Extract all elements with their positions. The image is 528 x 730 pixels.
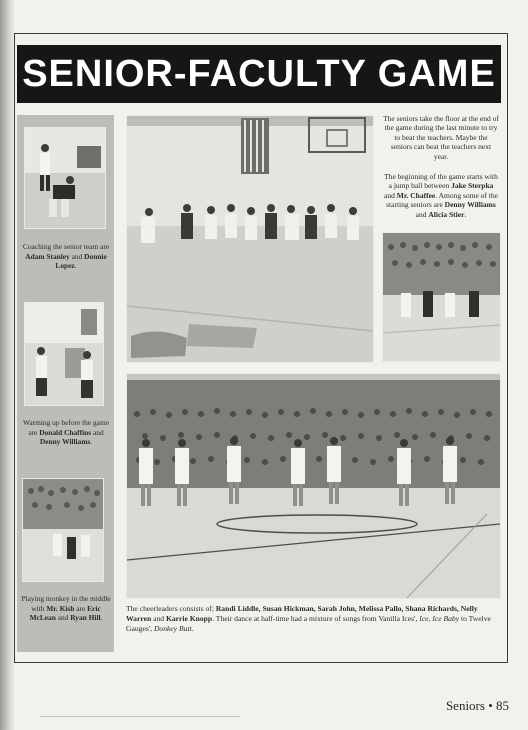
person-name: Eric McLean (29, 603, 101, 623)
caption-seniors-end (383, 114, 499, 161)
person-names: Randi Liddle, Susan Hickman, Sarah John, Melissa Pallo, Shana Richards, Nelly Warren (126, 604, 478, 623)
person-name: Alicia Stier (428, 209, 465, 219)
caption-text: and (415, 209, 429, 219)
page-title: SENIOR-FACULTY GAME (22, 52, 496, 95)
caption-text: Playing monkey in the middle with (21, 594, 111, 613)
caption-text: . (191, 624, 194, 633)
person-name: Mr. Chaffee (396, 190, 436, 200)
caption-text: . (74, 261, 77, 271)
person-name: Adam Stanley (25, 251, 70, 261)
caption-text: and (384, 190, 397, 200)
caption-text: Coaching the senior team are (22, 242, 110, 251)
caption-monkey (20, 594, 112, 623)
caption-text: are (74, 603, 88, 613)
caption-text: The seniors take the floor at the end of the game during the last minute to try to beat the teachers. Maybe the seniors can beat the teachers next year. (383, 114, 499, 161)
caption-text: . Their dance at half-time had a mixture of songs from Vanilla Ices', (212, 614, 420, 623)
caption-text: . (100, 613, 103, 623)
photo-warming-up (24, 302, 104, 406)
caption-text: . Among some of the starting seniors are (386, 190, 498, 210)
person-name: Denny Williams (39, 437, 91, 447)
caption-jump-ball (383, 172, 499, 219)
photo-monkey-in-middle (22, 478, 104, 582)
caption-text: Warming up before the game are (22, 418, 109, 437)
page-binding-shadow (0, 0, 14, 730)
photo-cheerleaders (126, 373, 501, 599)
person-name: Donnie Lopez (55, 251, 107, 271)
page-number: 85 (496, 698, 509, 713)
caption-text: and (151, 614, 166, 623)
caption-text: and (55, 613, 71, 623)
section-name: Seniors (445, 698, 485, 713)
page-footer (446, 698, 509, 714)
caption-text: . (90, 437, 93, 447)
caption-cheerleaders (126, 604, 498, 634)
photo-coaching (24, 127, 106, 229)
caption-text: The beginning of the game starts with a jump ball between (384, 172, 498, 191)
footer-bullet: • (488, 698, 493, 713)
caption-text: and (69, 251, 85, 261)
caption-warming-up (20, 418, 112, 447)
photo-crowd-game (382, 232, 501, 362)
person-name: Mr. Kish (46, 603, 75, 613)
song-title: Donkey Butt (153, 624, 192, 633)
song-title: Ice, Ice Baby (419, 614, 460, 623)
person-name: Donald Chaffins (39, 427, 92, 437)
paper-crease (40, 716, 240, 717)
person-name: Ryan Hill (70, 613, 101, 623)
person-name: Denny Williams (444, 200, 496, 210)
caption-coaching (20, 242, 112, 271)
person-name: Karrie Knopp (165, 614, 213, 623)
caption-text: to Twelve Gauges', (126, 614, 491, 633)
title-banner (17, 45, 501, 103)
caption-text: and (91, 427, 104, 437)
caption-text: . (464, 209, 467, 219)
photo-gym-game (126, 115, 374, 363)
person-name: Jake Sterpka (451, 181, 494, 191)
caption-text: The cheerleaders consists of; (126, 604, 216, 613)
